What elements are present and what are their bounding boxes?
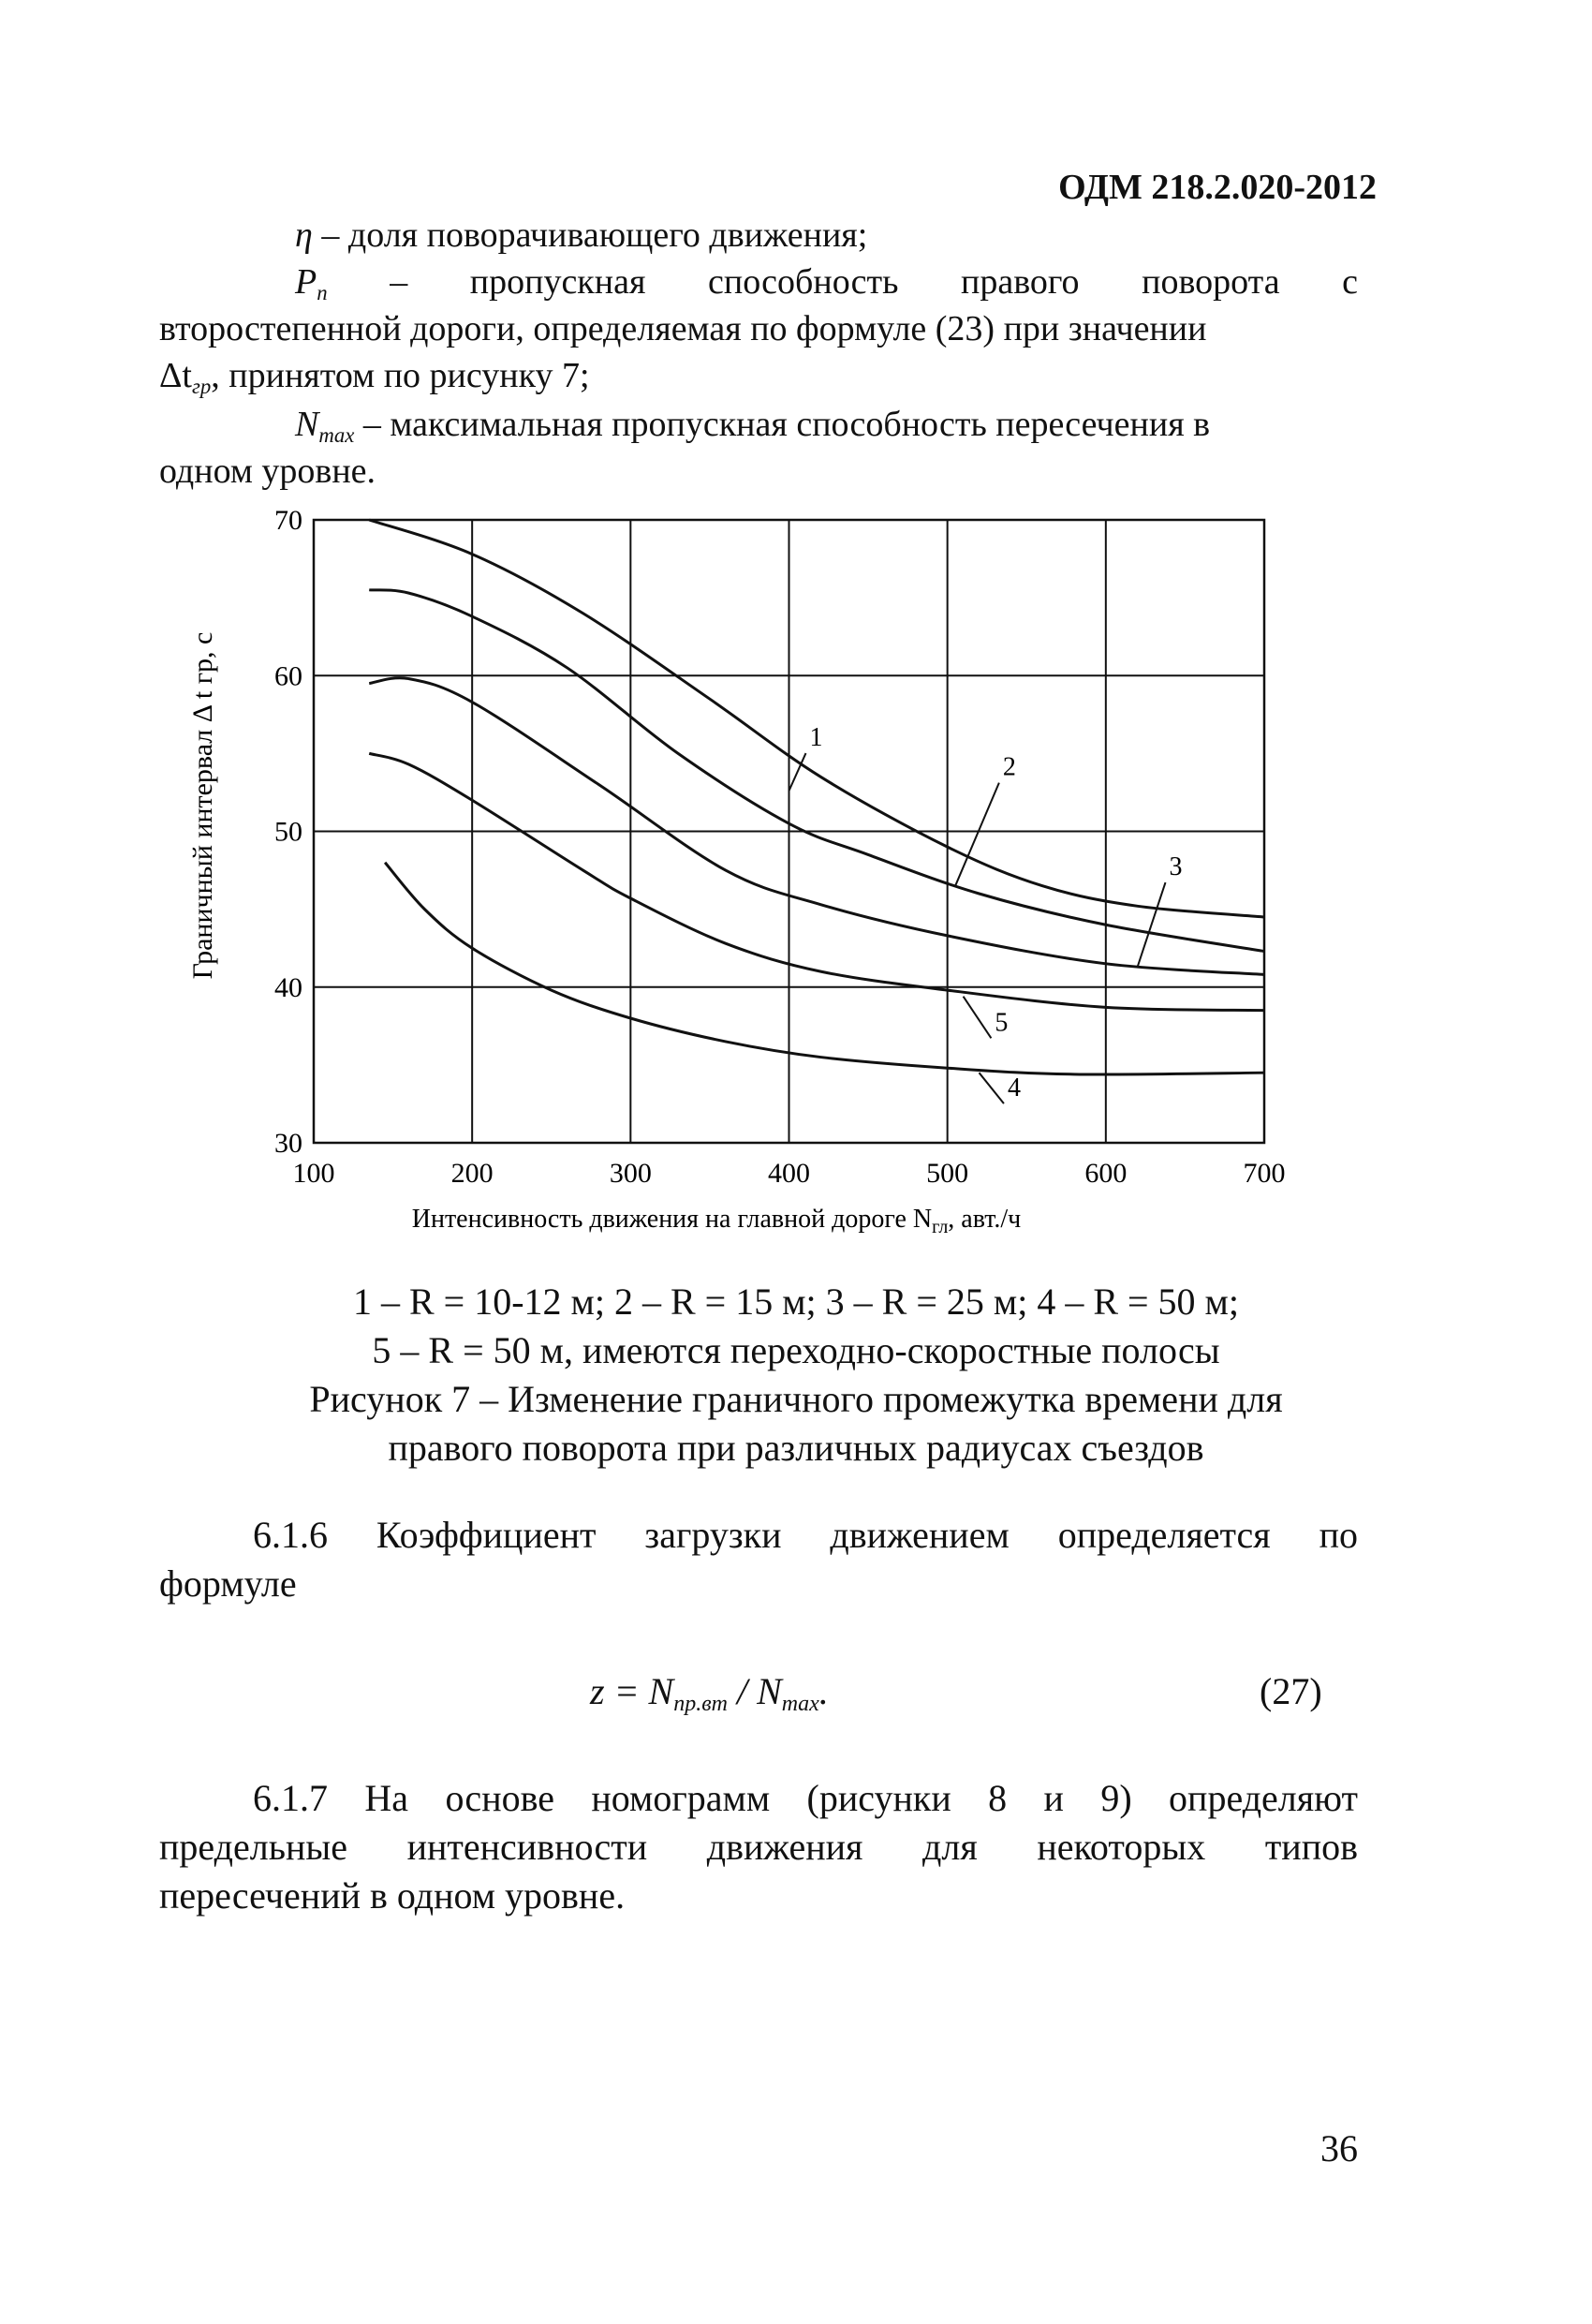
eta-symbol: η [295,215,313,255]
figure-7-chart [169,506,1330,1236]
curve-label-3: 3 [1169,852,1183,882]
leader-line [955,783,999,886]
y-tick-label: 50 [274,816,302,848]
x-tick-label: 400 [768,1158,810,1189]
y-tick-label: 70 [274,506,302,536]
pn-symbol: $P_п$ [295,262,328,304]
x-tick-label: 200 [450,1158,494,1189]
nmax-symbol: $N_{max}$ [295,405,355,447]
para-616-line1: 6.1.6 Коэффициент загрузки движением определяется по [253,1514,1358,1556]
legend-line-1: 1 – R = 10-12 м; 2 – R = 15 м; 3 – R = 25 м; 4 – R = 50 м; [353,1280,1239,1323]
figure-caption-line-1: Рисунок 7 – Изменение граничного промежутка времени для [309,1378,1283,1420]
curve-label-2: 2 [1002,752,1016,782]
eta-text: – доля поворачивающего движения; [321,215,868,255]
curve-1 [369,520,1264,917]
curve-4 [385,863,1264,1074]
curve-2 [369,590,1264,952]
x-tick-label: 500 [926,1158,969,1189]
y-axis-label: Граничный интервал Δ t гр, с [187,631,218,980]
def-pn-line2: второстепенной дороги, определяемая по формуле (23) при значении [159,309,1207,348]
para-617-line3: пересечений в одном уровне. [159,1874,626,1917]
figure-caption-line-2: правого поворота при различных радиусах съездов [388,1427,1204,1469]
leader-line [964,997,992,1039]
x-tick-label: 300 [609,1158,652,1189]
x-tick-label: 600 [1084,1158,1128,1189]
page-number: 36 [1320,2127,1358,2169]
leader-line [1138,882,1166,967]
x-tick-label: 700 [1243,1158,1286,1189]
para-617-line1: 6.1.7 На основе номограмм (рисунки 8 и 9) определяют [253,1777,1358,1819]
legend-line-2: 5 – R = 50 м, имеются переходно-скоростные полосы [372,1329,1220,1371]
curve-label-1: 1 [809,723,823,753]
x-tick-label: 100 [292,1158,335,1189]
formula-27: $z = N_{пр.вт} / N_{max}$. [590,1670,829,1717]
formula-number: (27) [1260,1670,1322,1712]
def-eta [295,212,867,259]
x-axis-label: Интенсивность движения на главной дороге $N_{гл}$, авт./ч [411,1205,1022,1236]
curve-5 [369,753,1264,1010]
chart-ticks [274,506,1286,1189]
curve-label-4: 4 [1007,1073,1021,1103]
leader-line [980,1073,1004,1103]
chart-grid [314,520,1264,1143]
y-tick-label: 40 [274,971,302,1003]
nmax-text: – максимальная пропускная способность пересечения в [362,405,1211,444]
curve-label-5: 5 [995,1008,1009,1038]
document-code: ОДМ 218.2.020-2012 [1058,168,1377,207]
def-nmax-line1 [295,401,1210,459]
para-617-line2: предельные интенсивности движения для некоторых типов [159,1826,1358,1868]
y-tick-label: 30 [274,1128,302,1159]
para-616-line2: формуле [159,1562,297,1605]
y-tick-label: 60 [274,660,302,692]
def-pn-line3: $\Delta t_{гр}$, принятом по рисунку 7; [159,356,590,398]
chart-curves [369,520,1264,1074]
def-nmax-line2: одном уровне. [159,451,376,491]
pn-text: – пропускная способность правого поворота с [390,262,1359,302]
